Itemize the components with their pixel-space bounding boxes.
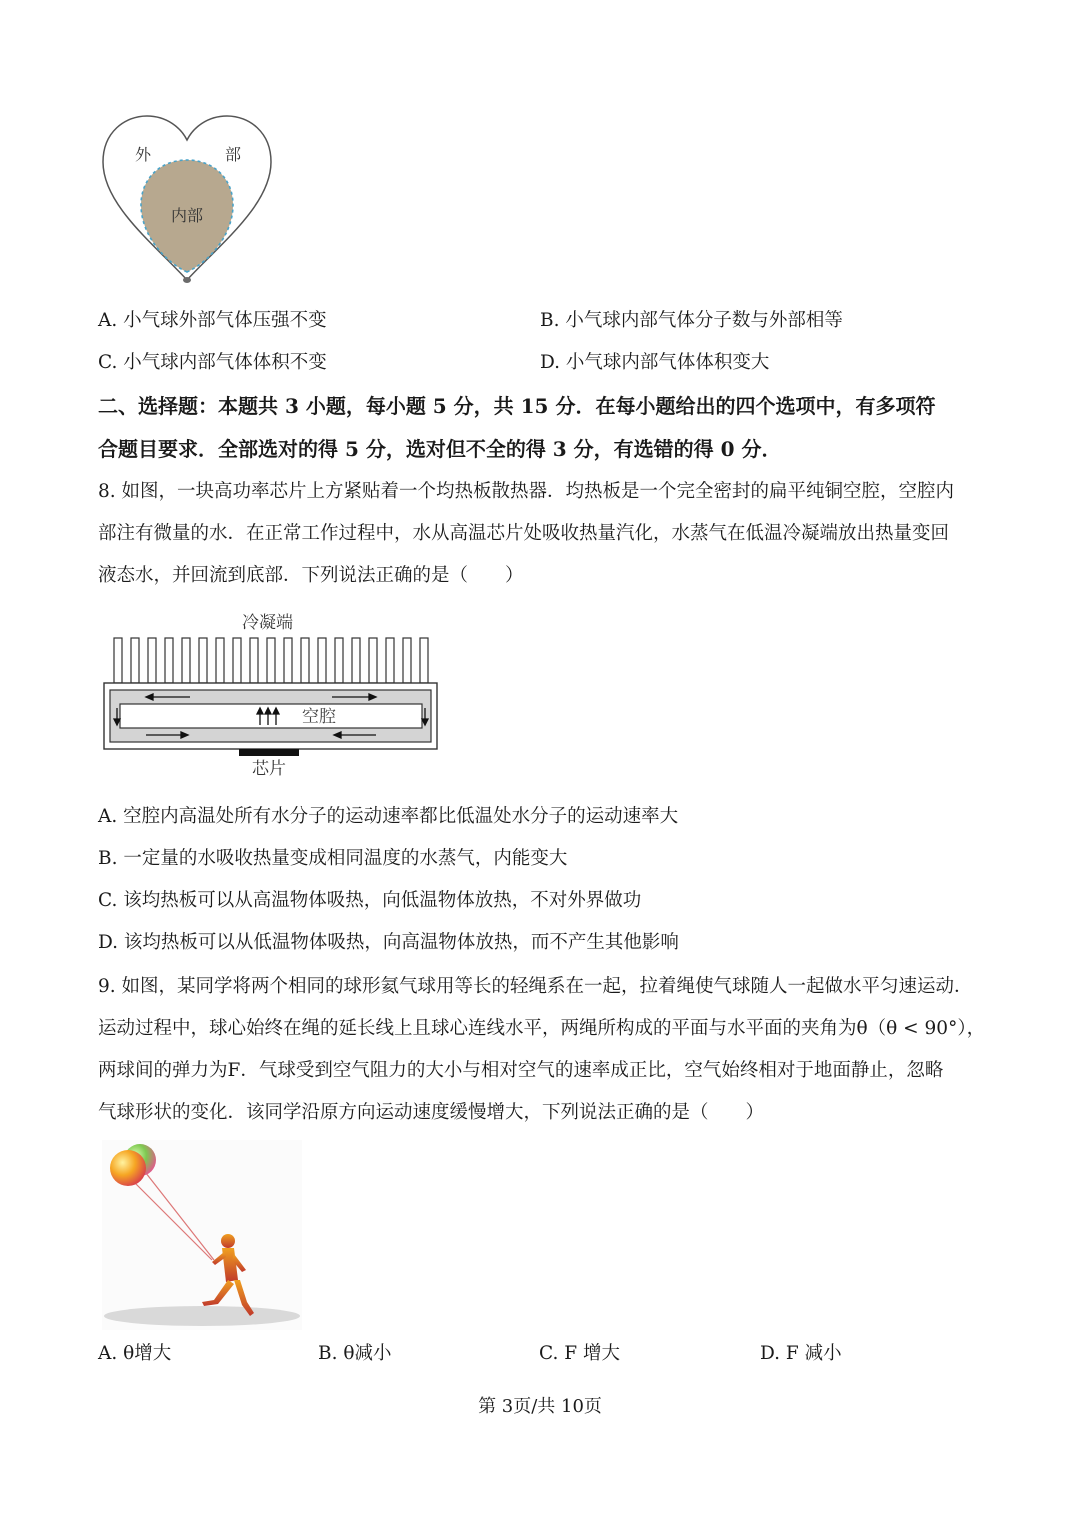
q8-option-a: A. 空腔内高温处所有水分子的运动速率都比低温处水分子的运动速率大 xyxy=(98,806,679,827)
balloon-diagram xyxy=(95,110,280,290)
heat-fin xyxy=(369,638,377,683)
heat-fin xyxy=(386,638,394,683)
heat-fins xyxy=(114,638,428,683)
q7-option-b: B. 小气球内部气体分子数与外部相等 xyxy=(540,310,843,331)
label-outer-right: 部 xyxy=(225,145,242,164)
q8-option-c: C. 该均热板可以从高温物体吸热，向低温物体放热，不对外界做功 xyxy=(98,890,642,911)
q9-option-b: B. θ减小 xyxy=(318,1343,392,1364)
q8-option-d: D. 该均热板可以从低温物体吸热，向高温物体放热，而不产生其他影响 xyxy=(98,932,679,953)
q9-stem-line1: 9. 如图，某同学将两个相同的球形氦气球用等长的轻绳系在一起，拉着绳使气球随人一起做水平匀速运动． xyxy=(98,976,973,997)
label-cavity: 空腔 xyxy=(302,707,336,727)
heat-fin xyxy=(131,638,139,683)
heat-fin xyxy=(301,638,309,683)
heat-fin xyxy=(403,638,411,683)
q8-stem-line2: 部注有微量的水．在正常工作过程中，水从高温芯片处吸收热量汽化，水蒸气在低温冷凝端放出热量变回 xyxy=(98,523,950,544)
balloon-knot xyxy=(183,277,191,283)
heat-fin xyxy=(318,638,326,683)
section2-heading-line1: 二、选择题：本题共 3 小题，每小题 5 分，共 15 分．在每小题给出的四个选项中，有多项符 xyxy=(98,394,936,418)
page-number: 第 3页/共 10页 xyxy=(478,1396,602,1417)
heat-fin xyxy=(199,638,207,683)
q8-stem-line1: 8. 如图，一块高功率芯片上方紧贴着一个均热板散热器．均热板是一个完全密封的扁平纯铜空腔，空腔内 xyxy=(98,481,955,502)
q9-option-d: D. F 减小 xyxy=(760,1343,842,1364)
heat-fin xyxy=(352,638,360,683)
q7-option-d: D. 小气球内部气体体积变大 xyxy=(540,352,770,373)
heat-fin xyxy=(284,638,292,683)
cavity xyxy=(120,704,422,728)
label-inner: 内部 xyxy=(171,206,204,225)
section2-heading-line2: 合题目要求．全部选对的得 5 分，选对但不全的得 3 分，有选错的得 0 分． xyxy=(98,437,782,461)
heat-fin xyxy=(114,638,122,683)
q8-option-b: B. 一定量的水吸收热量变成相同温度的水蒸气，内能变大 xyxy=(98,848,568,869)
q9-stem-line4: 气球形状的变化．该同学沿原方向运动速度缓慢增大，下列说法正确的是（ ） xyxy=(98,1102,765,1123)
balloon-runner-illustration xyxy=(102,1140,302,1330)
balloon-front xyxy=(110,1150,146,1186)
ground-shadow xyxy=(104,1306,300,1326)
heat-fin xyxy=(335,638,343,683)
label-outer-left: 外 xyxy=(135,145,152,164)
q7-option-c: C. 小气球内部气体体积不变 xyxy=(98,352,327,373)
heat-fin xyxy=(165,638,173,683)
vapor-chamber-diagram xyxy=(100,608,445,783)
heat-fin xyxy=(233,638,241,683)
q9-stem-line2: 运动过程中，球心始终在绳的延长线上且球心连线水平，两绳所构成的平面与水平面的夹角为θ（θ < 90°）， xyxy=(98,1018,986,1039)
heat-fin xyxy=(182,638,190,683)
q9-option-a: A. θ增大 xyxy=(98,1343,172,1364)
heat-fin xyxy=(267,638,275,683)
chip xyxy=(239,749,299,756)
label-chip: 芯片 xyxy=(252,759,286,779)
label-condenser: 冷凝端 xyxy=(242,613,293,633)
q9-option-c: C. F 增大 xyxy=(539,1343,620,1364)
heat-fin xyxy=(420,638,428,683)
heat-fin xyxy=(148,638,156,683)
heat-fin xyxy=(216,638,224,683)
q7-option-a: A. 小气球外部气体压强不变 xyxy=(98,310,327,331)
heat-fin xyxy=(250,638,258,683)
q8-stem-line3: 液态水，并回流到底部．下列说法正确的是（ ） xyxy=(98,565,524,586)
q9-stem-line3: 两球间的弹力为F．气球受到空气阻力的大小与相对空气的速率成正比，空气始终相对于地面静止，忽略 xyxy=(98,1060,944,1081)
